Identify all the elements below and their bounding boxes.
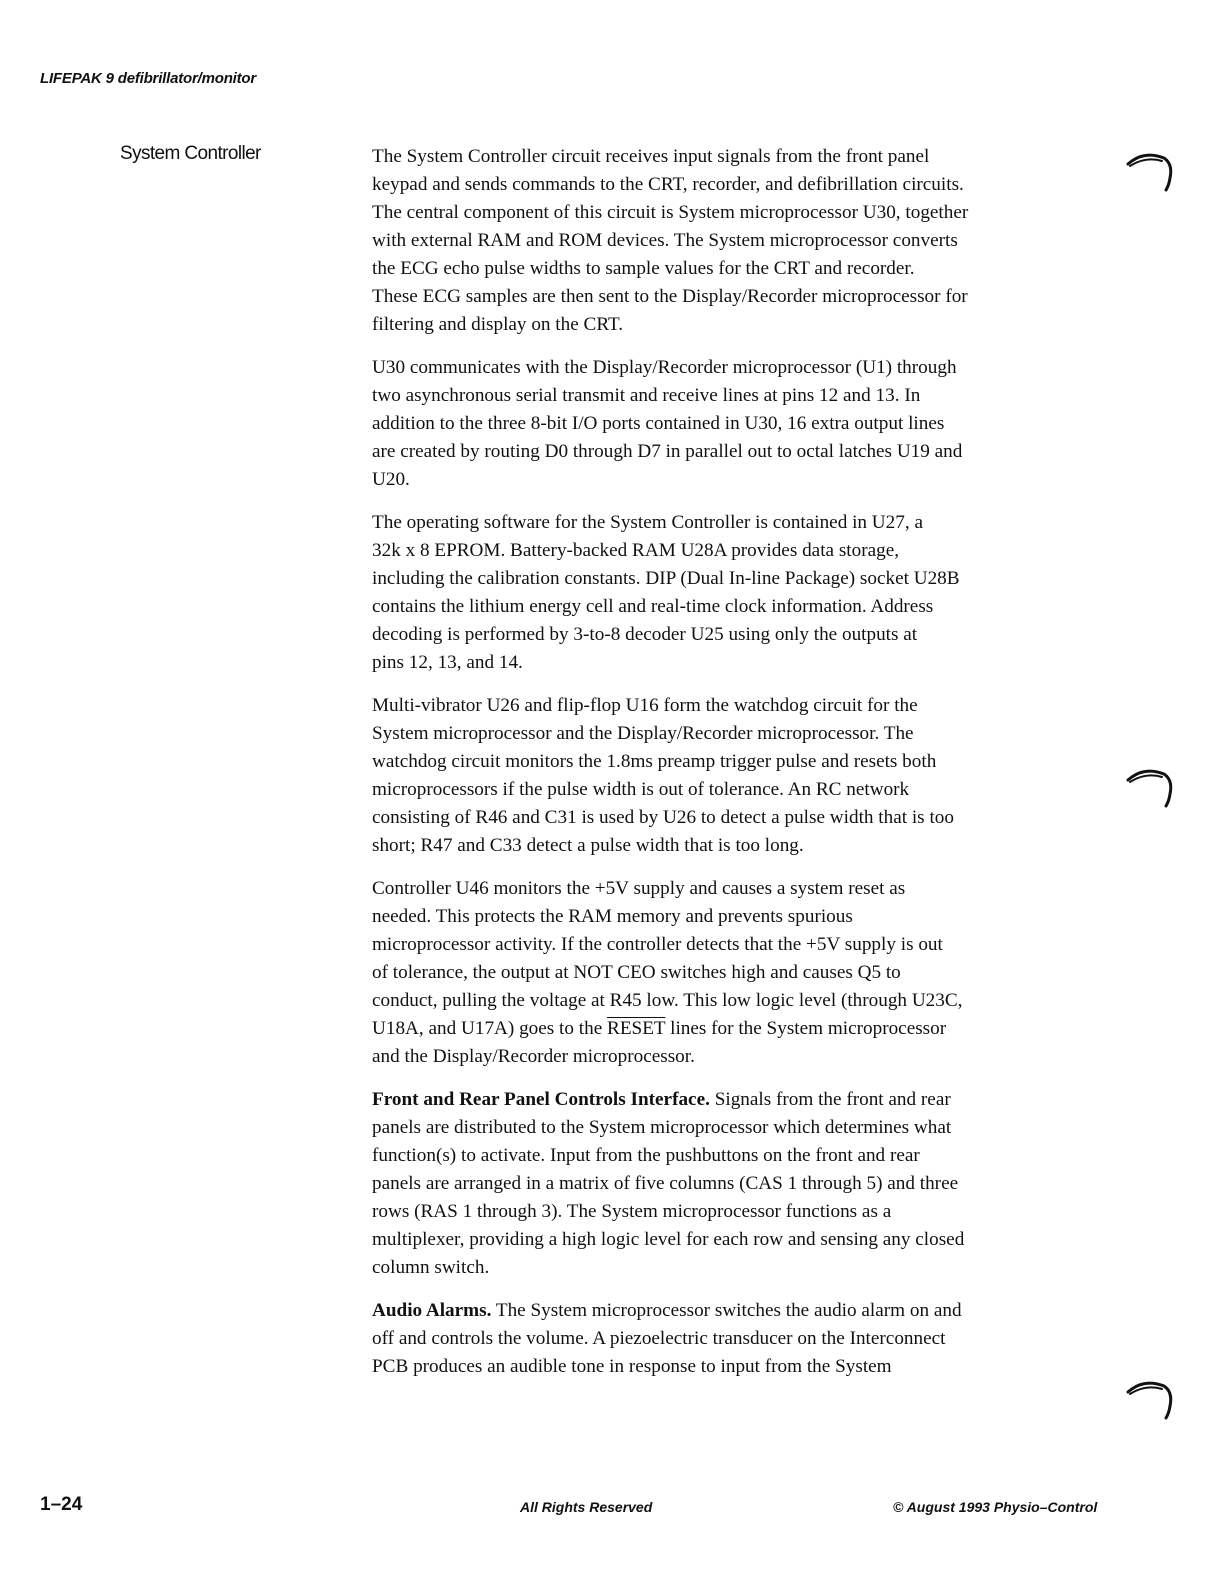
text-line: consisting of R46 and C31 is used by U26 to detect a pulse width that is too bbox=[372, 807, 954, 828]
page-number: 1–24 bbox=[40, 1494, 83, 1515]
text-line: addition to the three 8-bit I/O ports contained in U30, 16 extra output lines bbox=[372, 413, 945, 434]
text-line: panels are arranged in a matrix of five columns (CAS 1 through 5) and three bbox=[372, 1173, 959, 1194]
text-line: of tolerance, the output at NOT CEO switches high and causes Q5 to bbox=[372, 962, 901, 983]
text-line: Multi-vibrator U26 and flip-flop U16 form the watchdog circuit for the bbox=[372, 695, 918, 716]
text-line: conduct, pulling the voltage at R45 low. This low logic level (through U23C, bbox=[372, 990, 963, 1011]
text-line: PCB produces an audible tone in response to input from the System bbox=[372, 1356, 892, 1377]
binder-tab-mark bbox=[1126, 1380, 1176, 1422]
text-line: microprocessors if the pulse width is out of tolerance. An RC network bbox=[372, 779, 910, 800]
text-line: the ECG echo pulse widths to sample values for the CRT and recorder. bbox=[372, 258, 915, 279]
text-line: with external RAM and ROM devices. The System microprocessor converts bbox=[372, 230, 958, 251]
text-line: short; R47 and C33 detect a pulse width that is too long. bbox=[372, 835, 804, 856]
text-line: watchdog circuit monitors the 1.8ms preamp trigger pulse and resets both bbox=[372, 751, 937, 772]
text-line: microprocessor activity. If the controller detects that the +5V supply is out bbox=[372, 934, 943, 955]
text-line: including the calibration constants. DIP (Dual In-line Package) socket U28B bbox=[372, 568, 960, 589]
paragraph-overview bbox=[372, 143, 1062, 339]
text-line: decoding is performed by 3-to-8 decoder U25 using only the outputs at bbox=[372, 624, 918, 645]
footer-rights: All Rights Reserved bbox=[520, 1499, 653, 1515]
text-line: The central component of this circuit is System microprocessor U30, together bbox=[372, 202, 969, 223]
paragraph-supply-monitor bbox=[372, 875, 1062, 1071]
body-text bbox=[372, 143, 1062, 1396]
text-line: multiplexer, providing a high logic level for each row and sensing any closed bbox=[372, 1229, 965, 1250]
text-line: 32k x 8 EPROM. Battery-backed RAM U28A provides data storage, bbox=[372, 540, 900, 561]
reset-line-before: U18A, and U17A) goes to the bbox=[372, 1018, 608, 1039]
text-line: panels are distributed to the System microprocessor which determines what bbox=[372, 1117, 952, 1138]
paragraph-panel-controls bbox=[372, 1086, 1062, 1282]
paragraph-audio-alarms bbox=[372, 1297, 1062, 1381]
paragraph-watchdog bbox=[372, 692, 1062, 860]
text-line: contains the lithium energy cell and real-time clock information. Address bbox=[372, 596, 934, 617]
binder-tab-mark bbox=[1126, 768, 1176, 810]
text-line: two asynchronous serial transmit and receive lines at pins 12 and 13. In bbox=[372, 385, 921, 406]
text-line-rest: Signals from the front and rear bbox=[709, 1089, 951, 1110]
running-header: LIFEPAK 9 defibrillator/monitor bbox=[40, 70, 257, 87]
text-line: U30 communicates with the Display/Recorder microprocessor (U1) through bbox=[372, 357, 957, 378]
text-line: column switch. bbox=[372, 1257, 490, 1278]
text-line-rest: The System microprocessor switches the audio alarm on and bbox=[491, 1300, 962, 1321]
text-line: The System Controller circuit receives input signals from the front panel bbox=[372, 146, 930, 167]
text-line: U20. bbox=[372, 469, 410, 490]
text-line bbox=[372, 1297, 1062, 1325]
text-line: rows (RAS 1 through 3). The System microprocessor functions as a bbox=[372, 1201, 892, 1222]
text-line: Controller U46 monitors the +5V supply and causes a system reset as bbox=[372, 878, 906, 899]
text-line: System microprocessor and the Display/Recorder microprocessor. The bbox=[372, 723, 914, 744]
text-line: are created by routing D0 through D7 in parallel out to octal latches U19 and bbox=[372, 441, 963, 462]
reset-signal-label: RESET bbox=[607, 1018, 666, 1039]
text-line: function(s) to activate. Input from the pushbuttons on the front and rear bbox=[372, 1145, 920, 1166]
paragraph-serial-communication bbox=[372, 354, 1062, 494]
text-line: The operating software for the System Controller is contained in U27, a bbox=[372, 512, 923, 533]
text-line: keypad and sends commands to the CRT, recorder, and defibrillation circuits. bbox=[372, 174, 964, 195]
text-line: and the Display/Recorder microprocessor. bbox=[372, 1046, 695, 1067]
run-in-heading-audio-alarms: Audio Alarms. bbox=[372, 1300, 492, 1321]
binder-tab-mark bbox=[1126, 152, 1176, 194]
text-line-reset bbox=[372, 1015, 1062, 1043]
text-line: These ECG samples are then sent to the Display/Recorder microprocessor for bbox=[372, 286, 968, 307]
run-in-heading-panel-controls: Front and Rear Panel Controls Interface. bbox=[372, 1089, 710, 1110]
reset-line-after: lines for the System microprocessor bbox=[665, 1018, 947, 1039]
text-line: pins 12, 13, and 14. bbox=[372, 652, 523, 673]
text-line: off and controls the volume. A piezoelectric transducer on the Interconnect bbox=[372, 1328, 946, 1349]
text-line bbox=[372, 1086, 1062, 1114]
text-line: needed. This protects the RAM memory and prevents spurious bbox=[372, 906, 853, 927]
text-line: filtering and display on the CRT. bbox=[372, 314, 624, 335]
section-title: System Controller bbox=[120, 143, 261, 164]
paragraph-operating-software bbox=[372, 509, 1062, 677]
footer-copyright: © August 1993 Physio–Control bbox=[893, 1499, 1098, 1515]
